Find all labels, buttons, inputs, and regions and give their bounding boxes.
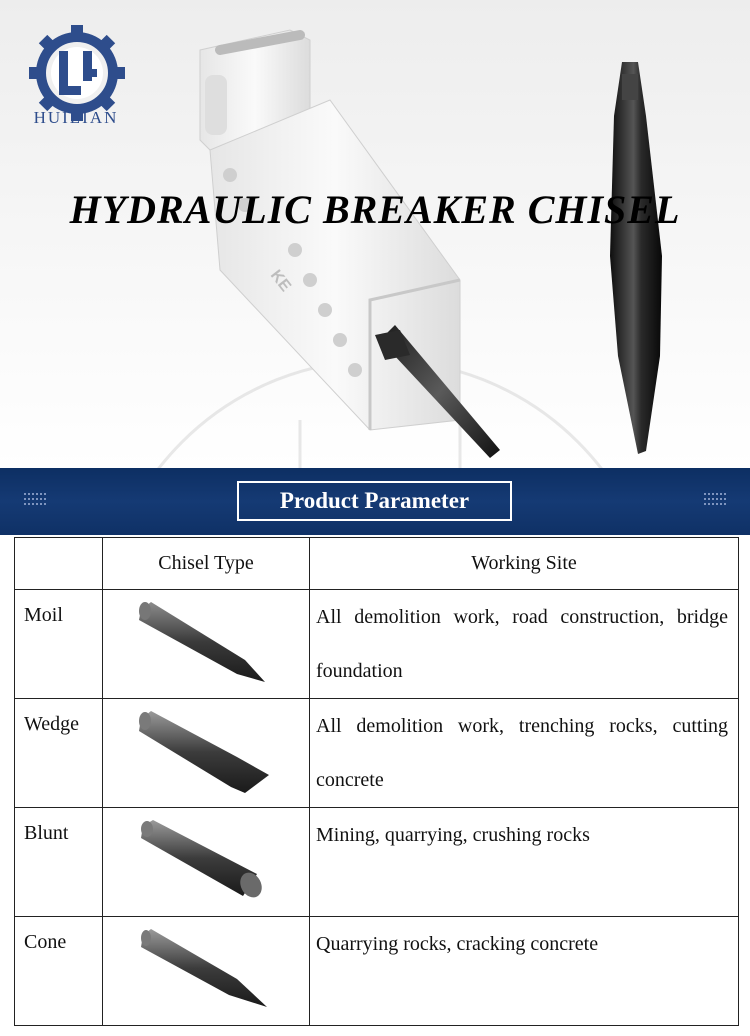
header-cell-blank <box>15 538 103 590</box>
header-cell-working-site: Working Site <box>310 538 739 590</box>
svg-text:KE: KE <box>266 266 294 295</box>
section-banner <box>0 468 750 535</box>
chisel-image-cell <box>103 808 310 917</box>
table-header-row <box>15 538 739 590</box>
table-row <box>15 699 739 808</box>
table-row <box>15 590 739 699</box>
dots-decoration-right <box>704 493 726 511</box>
table-row <box>15 917 739 1026</box>
moil-chisel-image <box>133 598 273 688</box>
product-parameter-table <box>14 537 739 1026</box>
chisel-image-cell <box>103 917 310 1026</box>
brand-name: HUILIAN <box>33 108 119 127</box>
working-site-text: Quarrying rocks, cracking concrete <box>310 917 739 1026</box>
hydraulic-breaker-image <box>160 10 520 460</box>
dots-decoration-left <box>24 493 46 511</box>
cone-chisel-image <box>133 925 273 1015</box>
working-site-text: All demolition work, trenching rocks, cutting concrete <box>310 699 739 808</box>
chisel-type-name: Blunt <box>15 808 103 917</box>
blunt-chisel-image <box>133 816 273 906</box>
section-title: Product Parameter <box>237 481 512 521</box>
chisel-image-cell <box>103 699 310 808</box>
hero-section <box>0 0 750 468</box>
working-site-text: Mining, quarrying, crushing rocks <box>310 808 739 917</box>
chisel-type-name: Wedge <box>15 699 103 808</box>
wedge-chisel-image <box>133 707 273 797</box>
chisel-type-name: Moil <box>15 590 103 699</box>
page-title: HYDRAULIC BREAKER CHISEL <box>69 187 681 232</box>
chisel-image-cell <box>103 590 310 699</box>
working-site-text: All demolition work, road construction, bridge foundation <box>310 590 739 699</box>
chisel-type-name: Cone <box>15 917 103 1026</box>
chisel-image <box>590 56 690 456</box>
header-cell-chisel-type: Chisel Type <box>103 538 310 590</box>
table-row <box>15 808 739 917</box>
